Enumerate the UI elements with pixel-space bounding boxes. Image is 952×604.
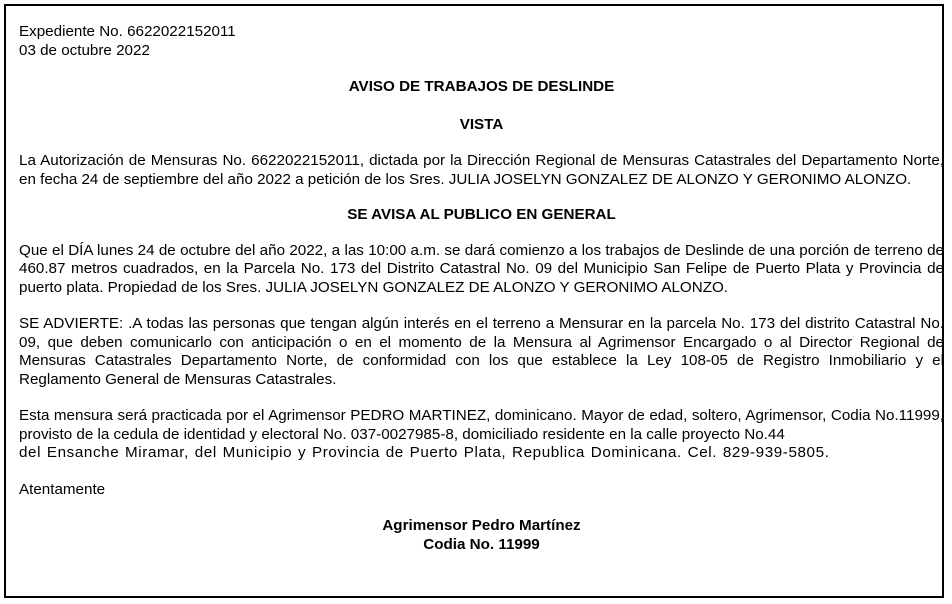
- expediente-number: Expediente No. 6622022152011: [19, 23, 236, 40]
- agrimensor-paragraph-part-1: Esta mensura será practicada por el Agrimensor PEDRO MARTINEZ, dominicano. Mayor de edad, soltero, Agrimensor, Codia No.11999, provisto de la cedula de identidad y electoral No. 037-0027985-8, domiciliado residente en la calle proyecto No.44: [19, 407, 944, 443]
- notice-title: AVISO DE TRABAJOS DE DESLINDE: [348, 78, 615, 95]
- agrimensor-paragraph: [19, 407, 944, 463]
- notice-frame: [4, 4, 944, 598]
- se-avisa-heading: SE AVISA AL PUBLICO EN GENERAL: [347, 206, 616, 223]
- se-advierte-paragraph: SE ADVIERTE: .A todas las personas que tengan algún interés en el terreno a Mensurar en la parcela No. 173 del distrito Catastral No. 09, que deben comunicarlo con anticipación o en el momento de la Mensura al Agrimensor Encargado o al Director Regional de Mensuras Catastrales Departamento Norte, de conformidad con los que establece la Ley 108-05 de Registro Inmobiliario y el Reglamento General de Mensuras Catastrales.: [19, 315, 944, 388]
- closing-atentamente: Atentamente: [19, 480, 106, 498]
- agrimensor-paragraph-part-2: del Ensanche Miramar, del Municipio y Provincia de Puerto Plata, Republica Dominicana. Cel. 829-939-5805.: [19, 444, 830, 461]
- notice-date: 03 de octubre 2022: [19, 41, 150, 59]
- signature-name: Agrimensor Pedro Martínez: [382, 517, 581, 534]
- deslinde-paragraph: Que el DÍA lunes 24 de octubre del año 2022, a las 10:00 a.m. se dará comienzo a los trabajos de Deslinde de una porción de terreno de 460.87 metros cuadrados, en la Parcela No. 173 del Distrito Catastral No. 09 del Municipio San Felipe de Puerto Plata y Provincia de puerto plata. Propiedad de los Sres. JULIA JOSELYN GONZALEZ DE ALONZO Y GERONIMO ALONZO.: [19, 241, 944, 296]
- notice-content: [19, 23, 944, 554]
- vista-heading: VISTA: [459, 115, 504, 133]
- autorizacion-paragraph: La Autorización de Mensuras No. 6622022152011, dictada por la Dirección Regional de Mensuras Catastrales del Departamento Norte, en fecha 24 de septiembre del año 2022 a petición de los Sres. JULIA JOSELYN GONZALEZ DE ALONZO Y GERONIMO ALONZO.: [19, 152, 944, 188]
- signature-codia: Codia No. 11999: [423, 535, 540, 553]
